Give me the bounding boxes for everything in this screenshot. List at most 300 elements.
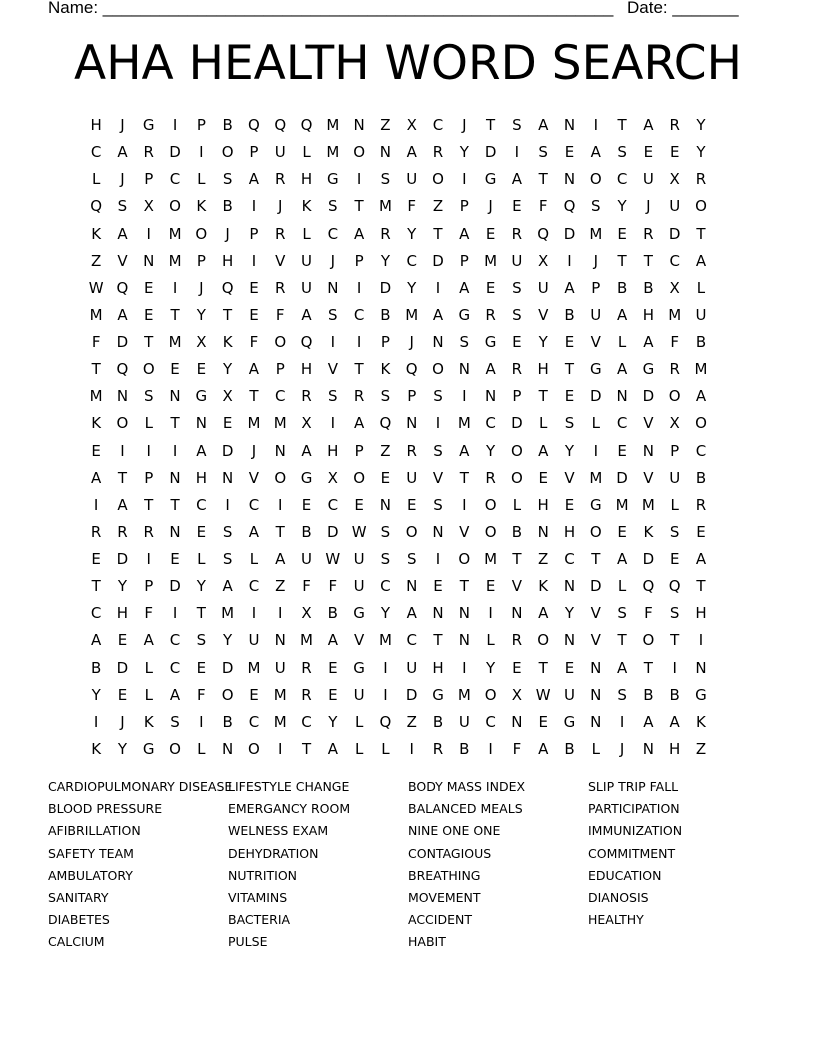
grid-letter: S xyxy=(459,333,470,351)
grid-letter: I xyxy=(462,495,467,514)
grid-letter: P xyxy=(459,251,469,270)
word-item: ACCIDENT xyxy=(408,912,472,928)
grid-letter: H xyxy=(300,170,313,189)
grid-letter: I xyxy=(199,712,204,731)
grid-letter: O xyxy=(484,522,497,541)
grid-letter: A xyxy=(643,712,654,731)
grid-letter: E xyxy=(485,278,496,297)
grid-letter: J xyxy=(409,333,414,351)
grid-letter: Y xyxy=(117,739,128,758)
grid-letter: Q xyxy=(537,224,550,243)
grid-letter: G xyxy=(589,495,602,514)
grid-letter: N xyxy=(642,739,654,758)
grid-letter: B xyxy=(222,197,233,216)
grid-letter: C xyxy=(248,712,260,731)
grid-letter: F xyxy=(249,333,259,351)
grid-letter: H xyxy=(537,495,549,514)
grid-letter: R xyxy=(695,170,707,189)
grid-row xyxy=(83,166,714,193)
grid-letter: N xyxy=(590,712,602,731)
grid-letter: A xyxy=(643,116,654,134)
grid-letter: O xyxy=(537,631,550,650)
grid-letter: A xyxy=(695,550,707,568)
grid-letter: J xyxy=(251,441,257,460)
grid-letter: F xyxy=(91,333,101,351)
grid-letter: V xyxy=(590,333,601,351)
grid-row xyxy=(83,546,714,573)
grid-letter: U xyxy=(274,658,286,677)
grid-letter: E xyxy=(564,658,575,677)
grid-letter: X xyxy=(143,197,154,216)
grid-letter: D xyxy=(642,550,655,568)
grid-letter: D xyxy=(432,251,444,270)
grid-letter: U xyxy=(406,658,418,677)
word-item: AMBULATORY xyxy=(48,867,133,883)
grid-letter: J xyxy=(330,251,336,270)
grid-letter: U xyxy=(564,685,575,704)
grid-letter: Y xyxy=(486,441,496,460)
grid-letter: T xyxy=(196,604,206,623)
grid-letter: S xyxy=(196,631,207,650)
grid-letter: M xyxy=(457,414,471,433)
word-item: HABIT xyxy=(408,934,446,950)
grid-letter: C xyxy=(695,441,707,460)
grid-letter: I xyxy=(356,333,362,351)
grid-letter: V xyxy=(590,631,601,650)
grid-letter: Y xyxy=(223,360,233,379)
grid-letter: E xyxy=(380,468,391,487)
grid-letter: I xyxy=(462,170,467,189)
grid-letter: L xyxy=(197,170,206,189)
grid-letter: R xyxy=(143,143,154,162)
grid-letter: M xyxy=(484,251,498,270)
grid-letter: O xyxy=(589,522,602,541)
grid-letter: F xyxy=(670,333,679,351)
grid-letter: U xyxy=(353,685,365,704)
grid-letter: I xyxy=(93,712,99,731)
grid-letter: W xyxy=(88,278,104,297)
word-item: BODY MASS INDEX xyxy=(408,779,526,794)
grid-letter: F xyxy=(407,197,417,216)
grid-letter: U xyxy=(274,143,286,162)
grid-letter: D xyxy=(169,143,181,162)
grid-letter: O xyxy=(695,197,707,216)
grid-letter: O xyxy=(169,197,181,216)
grid-letter: U xyxy=(590,305,602,324)
grid-letter: I xyxy=(172,116,178,134)
grid-letter: M xyxy=(694,360,708,379)
grid-letter: T xyxy=(354,197,364,216)
grid-row xyxy=(83,709,714,736)
grid-letter: R xyxy=(275,224,286,243)
grid-letter: P xyxy=(512,387,522,406)
grid-letter: N xyxy=(458,604,470,623)
grid-letter: C xyxy=(353,305,365,324)
grid-letter: M xyxy=(378,631,392,650)
grid-letter: T xyxy=(144,333,154,351)
grid-letter: L xyxy=(302,143,311,162)
grid-letter: R xyxy=(301,658,312,677)
grid-letter: T xyxy=(591,550,601,568)
grid-letter: Z xyxy=(406,712,417,731)
grid-letter: U xyxy=(301,550,313,568)
grid-letter: Y xyxy=(117,577,128,596)
grid-letter: U xyxy=(695,305,707,324)
grid-letter: D xyxy=(642,387,655,406)
grid-letter: Y xyxy=(538,333,548,351)
grid-letter: L xyxy=(512,495,522,514)
grid-letter: O xyxy=(458,550,471,568)
grid-letter: Y xyxy=(328,712,338,731)
word-item: WELNESS EXAM xyxy=(228,823,329,839)
grid-letter: K xyxy=(643,522,654,541)
word-item: IMMUNIZATION xyxy=(588,823,683,839)
grid-letter: U xyxy=(669,197,681,216)
grid-letter: T xyxy=(170,495,180,514)
grid-letter: T xyxy=(643,658,653,677)
grid-letter: B xyxy=(91,658,102,677)
grid-letter: P xyxy=(354,251,364,270)
grid-letter: Z xyxy=(91,251,102,270)
grid-letter: M xyxy=(247,414,261,433)
grid-letter: N xyxy=(169,522,181,541)
grid-letter: P xyxy=(459,197,469,216)
grid-letter: W xyxy=(535,685,551,704)
grid-letter: Q xyxy=(248,116,260,134)
grid-letter: L xyxy=(144,658,153,677)
word-item: VITAMINS xyxy=(228,889,288,905)
grid-row xyxy=(83,356,714,383)
grid-letter: E xyxy=(91,550,101,568)
grid-letter: O xyxy=(195,224,208,243)
grid-letter: T xyxy=(696,224,706,243)
grid-letter: S xyxy=(328,197,338,216)
grid-letter: S xyxy=(222,550,233,568)
grid-row xyxy=(83,248,714,275)
grid-letter: T xyxy=(617,116,627,134)
grid-letter: S xyxy=(669,522,680,541)
grid-row xyxy=(83,655,714,682)
grid-row xyxy=(83,682,714,709)
grid-letter: I xyxy=(225,495,230,514)
grid-letter: N xyxy=(563,170,576,189)
grid-letter: B xyxy=(695,468,707,487)
grid-letter: G xyxy=(300,468,313,487)
header xyxy=(48,0,748,20)
grid-letter: K xyxy=(380,360,391,379)
grid-letter: T xyxy=(670,631,680,650)
grid-letter: L xyxy=(617,577,627,596)
grid-letter: S xyxy=(143,387,154,406)
grid-letter: N xyxy=(169,468,181,487)
grid-letter: A xyxy=(248,170,260,189)
grid-letter: T xyxy=(433,224,443,243)
grid-letter: C xyxy=(169,631,181,650)
grid-letter: P xyxy=(144,170,154,189)
grid-letter: Y xyxy=(380,604,390,623)
grid-letter: I xyxy=(383,685,388,704)
grid-letter: V xyxy=(275,251,286,270)
grid-letter: A xyxy=(538,604,549,623)
grid-letter: A xyxy=(117,495,128,514)
grid-letter: I xyxy=(435,278,441,297)
grid-letter: E xyxy=(564,143,575,162)
grid-letter: I xyxy=(409,739,414,758)
grid-letter: R xyxy=(301,685,312,704)
grid-letter: H xyxy=(90,116,102,134)
date-field-label: Date: _______ xyxy=(627,0,739,17)
grid-letter: K xyxy=(91,224,102,243)
grid-letter: L xyxy=(144,414,153,433)
grid-letter: X xyxy=(669,170,680,189)
grid-letter: S xyxy=(433,495,443,514)
grid-letter: O xyxy=(510,468,523,487)
grid-letter: B xyxy=(327,604,338,623)
grid-letter: A xyxy=(616,658,628,677)
word-item: BLOOD PRESSURE xyxy=(48,801,163,817)
grid-letter: V xyxy=(590,604,601,623)
grid-letter: K xyxy=(143,712,154,731)
grid-letter: P xyxy=(249,143,259,162)
grid-letter: N xyxy=(379,143,392,162)
grid-row xyxy=(83,600,714,627)
grid-letter: Q xyxy=(563,197,576,216)
grid-letter: A xyxy=(616,550,628,568)
grid-letter: O xyxy=(484,495,497,514)
grid-letter: R xyxy=(301,387,312,406)
grid-letter: T xyxy=(459,577,469,596)
grid-letter: A xyxy=(459,278,470,297)
grid-letter: M xyxy=(589,224,603,243)
grid-letter: S xyxy=(538,143,548,162)
grid-letter: Q xyxy=(300,116,313,134)
letter-grid xyxy=(83,112,714,763)
grid-letter: U xyxy=(669,468,681,487)
grid-letter: Z xyxy=(380,116,391,134)
grid-letter: R xyxy=(275,278,286,297)
grid-letter: T xyxy=(117,468,128,487)
grid-letter: Q xyxy=(300,333,313,351)
grid-letter: B xyxy=(669,685,680,704)
grid-letter: E xyxy=(196,360,207,379)
grid-letter: E xyxy=(696,522,706,541)
grid-letter: T xyxy=(433,631,443,650)
grid-letter: J xyxy=(593,251,598,270)
grid-letter: S xyxy=(512,116,522,134)
grid-letter: C xyxy=(90,143,102,162)
grid-letter: S xyxy=(617,604,627,623)
word-item: COMMITMENT xyxy=(588,845,676,861)
grid-letter: G xyxy=(589,360,602,379)
word-item: EDUCATION xyxy=(588,867,662,883)
grid-letter: A xyxy=(459,224,470,243)
word-column xyxy=(228,778,408,956)
grid-row xyxy=(83,410,714,437)
grid-letter: E xyxy=(117,631,128,650)
grid-letter: R xyxy=(432,143,444,162)
grid-letter: I xyxy=(435,550,441,568)
grid-letter: J xyxy=(120,712,125,731)
grid-letter: V xyxy=(643,468,654,487)
grid-letter: I xyxy=(488,739,493,758)
grid-letter: X xyxy=(301,604,312,623)
grid-letter: U xyxy=(353,550,365,568)
grid-letter: B xyxy=(695,333,707,351)
grid-letter: E xyxy=(196,522,207,541)
grid-letter: A xyxy=(353,224,365,243)
grid-letter: T xyxy=(512,550,522,568)
grid-letter: C xyxy=(485,414,496,433)
grid-letter: E xyxy=(512,658,522,677)
grid-letter: S xyxy=(380,387,391,406)
grid-letter: I xyxy=(488,604,493,623)
grid-letter: T xyxy=(91,360,101,379)
grid-letter: U xyxy=(642,170,654,189)
grid-letter: N xyxy=(222,468,234,487)
grid-letter: E xyxy=(485,577,496,596)
grid-letter: O xyxy=(274,468,287,487)
word-item: HEALTHY xyxy=(588,912,644,928)
grid-letter: V xyxy=(511,577,523,596)
grid-letter: E xyxy=(617,441,627,460)
grid-letter: O xyxy=(484,685,497,704)
grid-letter: A xyxy=(117,305,128,324)
grid-letter: A xyxy=(327,631,338,650)
word-column xyxy=(408,778,588,956)
grid-letter: I xyxy=(278,739,283,758)
grid-letter: A xyxy=(564,278,575,297)
grid-letter: E xyxy=(354,495,364,514)
grid-letter: P xyxy=(144,577,154,596)
grid-letter: M xyxy=(89,387,103,406)
grid-letter: V xyxy=(327,360,338,379)
grid-letter: Y xyxy=(196,305,206,324)
grid-letter: E xyxy=(91,441,101,460)
grid-letter: J xyxy=(278,197,283,216)
grid-letter: P xyxy=(196,251,206,270)
grid-letter: U xyxy=(301,278,313,297)
grid-letter: R xyxy=(143,522,154,541)
grid-letter: D xyxy=(116,658,129,677)
word-item: AFIBRILLATION xyxy=(48,823,141,839)
grid-letter: C xyxy=(327,224,339,243)
grid-letter: B xyxy=(643,685,654,704)
grid-letter: I xyxy=(462,387,467,406)
grid-letter: C xyxy=(327,495,339,514)
grid-letter: S xyxy=(328,387,338,406)
grid-letter: E xyxy=(301,495,312,514)
word-item: CONTAGIOUS xyxy=(408,845,492,861)
grid-letter: B xyxy=(459,739,470,758)
grid-letter: M xyxy=(589,468,603,487)
grid-letter: K xyxy=(696,712,706,731)
grid-letter: U xyxy=(353,577,365,596)
grid-letter: R xyxy=(669,360,680,379)
grid-letter: A xyxy=(511,170,523,189)
grid-letter: H xyxy=(537,360,549,379)
grid-letter: R xyxy=(511,224,523,243)
grid-letter: E xyxy=(564,333,575,351)
grid-letter: S xyxy=(328,305,338,324)
grid-letter: I xyxy=(356,278,362,297)
grid-letter: E xyxy=(144,305,154,324)
word-item: DIABETES xyxy=(48,912,110,928)
grid-letter: M xyxy=(326,116,340,134)
grid-letter: R xyxy=(117,522,128,541)
grid-letter: M xyxy=(378,197,392,216)
grid-letter: A xyxy=(301,441,312,460)
word-item: NINE ONE ONE xyxy=(408,823,501,839)
grid-letter: M xyxy=(405,305,419,324)
grid-letter: M xyxy=(641,495,655,514)
grid-letter: I xyxy=(146,550,151,568)
grid-letter: U xyxy=(301,251,313,270)
grid-row xyxy=(83,329,714,356)
grid-letter: I xyxy=(593,441,598,460)
grid-letter: E xyxy=(485,224,496,243)
grid-letter: P xyxy=(380,333,390,351)
grid-letter: T xyxy=(538,658,548,677)
grid-letter: Y xyxy=(407,224,417,243)
grid-letter: Z xyxy=(380,441,391,460)
grid-letter: F xyxy=(302,577,311,596)
word-item: SANITARY xyxy=(48,889,109,905)
grid-letter: F xyxy=(144,604,154,623)
grid-letter: J xyxy=(120,170,125,189)
grid-letter: V xyxy=(117,251,128,270)
grid-letter: L xyxy=(696,278,706,297)
grid-letter: I xyxy=(120,441,125,460)
grid-row xyxy=(83,627,714,654)
grid-letter: H xyxy=(432,658,444,677)
word-item: SLIP TRIP FALL xyxy=(588,779,679,794)
grid-letter: Y xyxy=(380,251,390,270)
grid-letter: B xyxy=(222,712,233,731)
grid-letter: I xyxy=(251,197,257,216)
grid-letter: E xyxy=(643,143,654,162)
grid-letter: M xyxy=(168,251,182,270)
grid-letter: G xyxy=(432,685,444,704)
grid-letter: A xyxy=(695,251,707,270)
word-item: CALCIUM xyxy=(48,934,105,950)
grid-letter: A xyxy=(143,631,154,650)
grid-row xyxy=(83,438,714,465)
grid-letter: Q xyxy=(379,414,392,433)
grid-row xyxy=(83,736,714,763)
grid-letter: A xyxy=(485,360,496,379)
grid-letter: Q xyxy=(642,577,655,596)
grid-letter: N xyxy=(274,631,286,650)
grid-letter: L xyxy=(144,685,153,704)
grid-letter: O xyxy=(142,360,155,379)
page-title: AHA HEALTH WORD SEARCH xyxy=(74,36,742,91)
grid-letter: E xyxy=(406,495,417,514)
grid-letter: T xyxy=(91,577,101,596)
grid-letter: L xyxy=(249,550,259,568)
grid-letter: O xyxy=(405,522,418,541)
grid-letter: V xyxy=(538,305,549,324)
word-item: BACTERIA xyxy=(228,912,291,928)
grid-letter: I xyxy=(93,495,99,514)
word-item: EMERGANCY ROOM xyxy=(228,801,351,817)
grid-letter: G xyxy=(695,685,707,704)
grid-letter: I xyxy=(172,604,178,623)
grid-row xyxy=(83,492,714,519)
grid-letter: Y xyxy=(91,685,101,704)
grid-letter: I xyxy=(619,712,625,731)
grid-letter: A xyxy=(301,305,312,324)
grid-letter: N xyxy=(379,495,392,514)
